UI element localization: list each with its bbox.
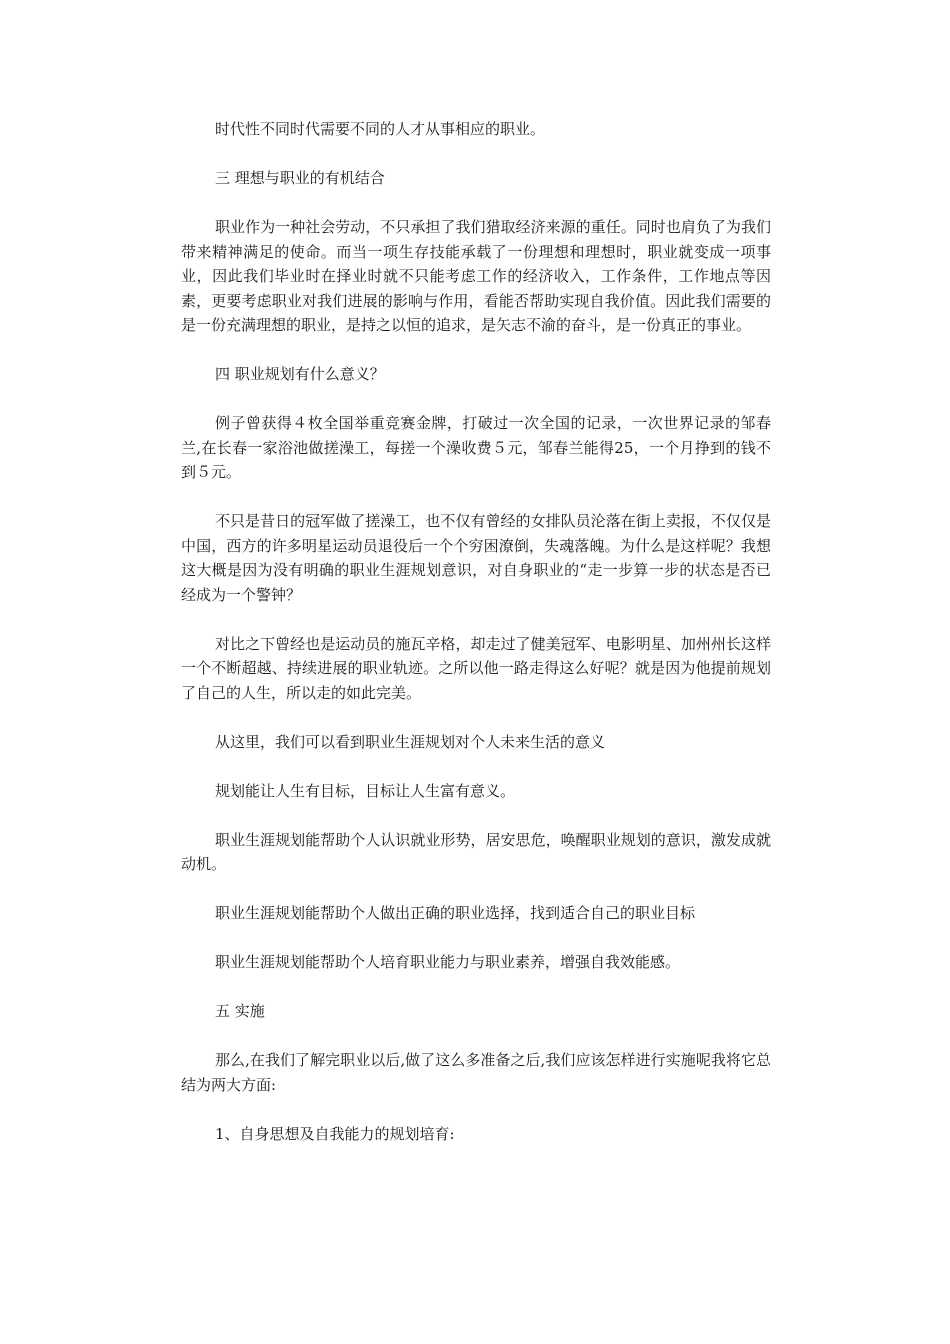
paragraph-ability: 职业生涯规划能帮助个人培育职业能力与职业素养，增强自我效能感。 xyxy=(215,953,681,971)
paragraph-employment: 职业生涯规划能帮助个人认识就业形势，居安思危，唤醒职业规划的意识，激发成就动机。 xyxy=(181,830,771,873)
paragraph-goal: 规划能让人生有目标，目标让人生富有意义。 xyxy=(215,781,516,800)
paragraph-career-ideal: 职业作为一种社会劳动，不只承担了我们猎取经济来源的重任。同时也肩负了为我们带来精神满足的使命。而当一项生存技能承载了一份理想和理想时，职业就变成一项事业，因此我们毕业时在择业时就不只能考虑工作的经济收入，工作条件，工作地点等因素，更要考虑职业对我们进展的影响与作用，看能否帮助实现自我价值。因此我们需要的是一份充满理想的职业，是持之以恒的追求，是矢志不渝的奋斗，是一份真正的事业。 xyxy=(181,218,771,334)
paragraph-example: 例子曾获得４枚全国举重竞赛金牌，打破过一次全国的记录，一次世界记录的邹春兰,在长春一家浴池做搓澡工，每搓一个澡收费５元，邹春兰能得25，一个月挣到的钱不到５元。 xyxy=(181,414,771,481)
list-item-1: 1、自身思想及自我能力的规划培育: xyxy=(215,1124,455,1143)
paragraph-choice: 职业生涯规划能帮助个人做出正确的职业选择，找到适合自己的职业目标 xyxy=(215,904,696,922)
paragraph-implementation: 那么,在我们了解完职业以后,做了这么多准备之后,我们应该怎样进行实施呢我将它总结为两大方面: xyxy=(181,1051,771,1094)
section-heading-4: 四 职业规划有什么意义？ xyxy=(215,365,385,383)
document-body xyxy=(181,117,771,1171)
paragraph-schwarzenegger: 对比之下曾经也是运动员的施瓦辛格，却走过了健美冠军、电影明星、加州州长这样一个不断超越、持续进展的职业轨迹。之所以他一路走得这么好呢？就是因为他提前规划了自己的人生，所以走的如此完美。 xyxy=(181,634,771,702)
paragraph-champions: 不只是昔日的冠军做了搓澡工，也不仅有曾经的女排队员沦落在街上卖报，不仅仅是中国，西方的许多明星运动员退役后一个个穷困潦倒，失魂落魄。为什么是这样呢？我想这大概是因为没有明确的职业生涯规划意识，对自身职业的“走一步算一步的状态是否已经成为一个警钟？ xyxy=(181,512,771,604)
paragraph-era: 时代性不同时代需要不同的人才从事相应的职业。 xyxy=(215,120,546,138)
section-heading-5: 五 实施 xyxy=(215,1002,265,1020)
paragraph-meaning-intro: 从这里，我们可以看到职业生涯规划对个人未来生活的意义 xyxy=(215,732,606,751)
section-heading-3: 三 理想与职业的有机结合 xyxy=(215,169,385,187)
